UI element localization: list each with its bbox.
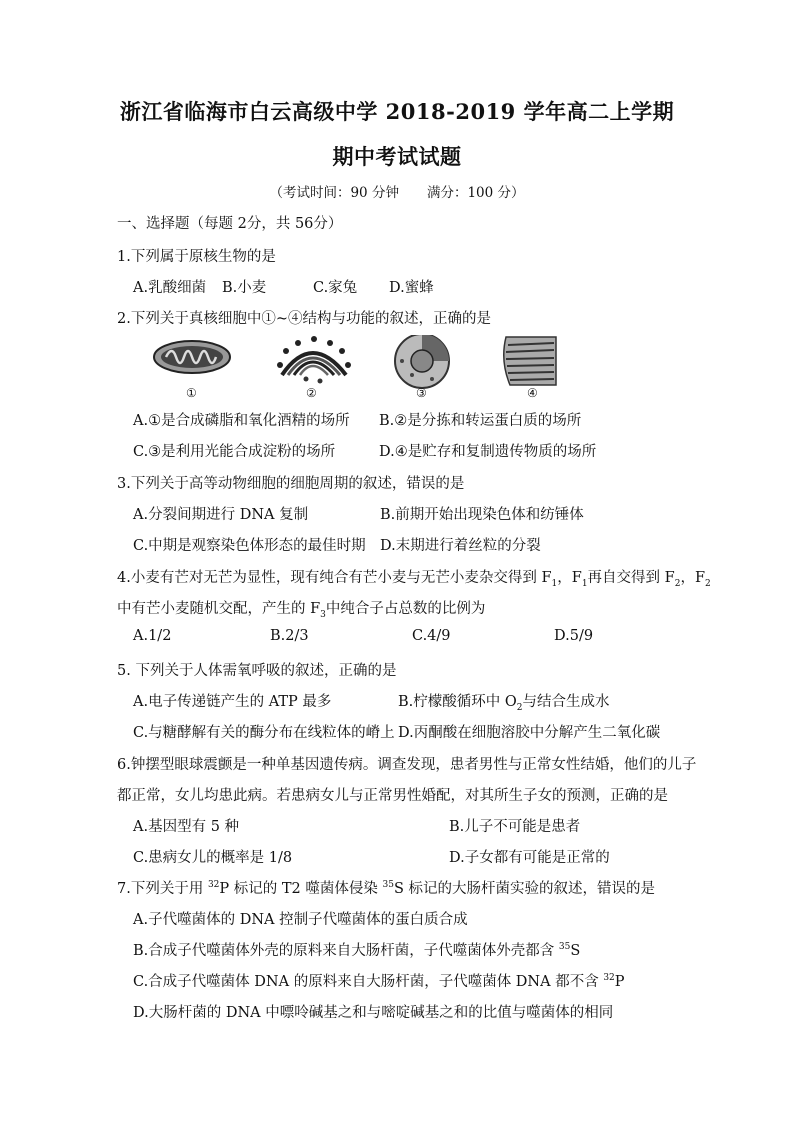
q6-option-b: B.儿子不可能是患者 bbox=[449, 819, 581, 835]
q6-option-d: D.子女都有可能是正常的 bbox=[449, 850, 610, 866]
q5-option-a: A.电子传递链产生的 ATP 最多 bbox=[133, 694, 332, 710]
figure-label-2: ② bbox=[306, 386, 317, 400]
q7-option-a: A.子代噬菌体的 DNA 控制子代噬菌体的蛋白质合成 bbox=[133, 912, 468, 928]
q1-option-c: C.家兔 bbox=[313, 280, 358, 296]
q2-option-a: A.①是合成磷脂和氧化酒精的场所 bbox=[133, 413, 350, 429]
q5-option-d: D.丙酮酸在细胞溶胶中分解产生二氧化碳 bbox=[398, 725, 661, 741]
exam-time: （考试时间：90 分钟 bbox=[269, 185, 399, 201]
golgi-image bbox=[277, 336, 351, 384]
exam-title-line2: 期中考试试题 bbox=[332, 144, 462, 169]
q7-stem: 7.下列关于用 $^{32}$P 标记的 T2 噬菌体侵染 $^{35}$S 标记的大肠杆菌实验的叙述，错误的是 bbox=[117, 880, 655, 897]
q5-option-b: B.柠檬酸循环中 $O_2$与结合生成水 bbox=[398, 694, 610, 713]
q6-stem-line1: 6.钟摆型眼球震颤是一种单基因遗传病。调查发现，患者男性与正常女性结婚，他们的儿子 bbox=[117, 757, 697, 773]
q6-stem-line2: 都正常，女儿均患此病。若患病女儿与正常男性婚配，对其所生子女的预测，正确的是 bbox=[117, 788, 668, 804]
q3-option-d: D.末期进行着丝粒的分裂 bbox=[380, 538, 541, 554]
q2-option-d: D.④是贮存和复制遗传物质的场所 bbox=[379, 444, 597, 460]
q7-option-d: D.大肠杆菌的 DNA 中嘌呤碱基之和与嘧啶碱基之和的比值与噬菌体的相同 bbox=[133, 1005, 614, 1021]
q3-option-a: A.分裂间期进行 DNA 复制 bbox=[133, 507, 309, 523]
q6-option-c: C.患病女儿的概率是 1/8 bbox=[133, 850, 293, 866]
q3-option-c: C.中期是观察染色体形态的最佳时期 bbox=[133, 538, 366, 554]
q1-option-b: B.小麦 bbox=[222, 280, 267, 296]
q7-option-b: B.合成子代噬菌体外壳的原料来自大肠杆菌，子代噬菌体外壳都含 $^{35}$S bbox=[133, 942, 581, 959]
q2-stem: 2.下列关于真核细胞中①~④结构与功能的叙述，正确的是 bbox=[117, 311, 491, 327]
q6-option-a: A.基因型有 5 种 bbox=[133, 819, 240, 835]
q5-option-c: C.与糖酵解有关的酶分布在线粒体的嵴上 bbox=[133, 725, 395, 741]
q4-stem-line2: 中有芒小麦随机交配，产生的 $F_3$中纯合子占总数的比例为 bbox=[117, 601, 486, 620]
q4-option-b: B.2/3 bbox=[270, 628, 309, 644]
q4-option-c: C.4/9 bbox=[412, 628, 451, 644]
q5-stem: 5. 下列关于人体需氧呼吸的叙述，正确的是 bbox=[117, 663, 397, 679]
q3-option-b: B.前期开始出现染色体和纺锤体 bbox=[380, 507, 584, 523]
exam-title-line1: 浙江省临海市白云高级中学 2018-2019 学年高二上学期 bbox=[119, 99, 675, 124]
full-score: 满分：100 分） bbox=[426, 185, 525, 201]
nucleus-image bbox=[395, 335, 449, 388]
q2-option-b: B.②是分拣和转运蛋白质的场所 bbox=[379, 413, 582, 429]
q4-option-a: A.1/2 bbox=[133, 628, 172, 644]
q2-option-c: C.③是利用光能合成淀粉的场所 bbox=[133, 444, 336, 460]
q4-option-d: D.5/9 bbox=[554, 628, 594, 644]
figure-label-3: ③ bbox=[416, 386, 427, 400]
q4-stem-line1: 4.小麦有芒对无芒为显性，现有纯合有芒小麦与无芒小麦杂交得到 $F_1$，$F_1$再自交得到 $F_2$，$F_2$ bbox=[117, 570, 711, 589]
q3-stem: 3.下列关于高等动物细胞的细胞周期的叙述，错误的是 bbox=[117, 476, 465, 492]
organelle-figure bbox=[150, 335, 560, 403]
exam-info bbox=[0, 181, 794, 201]
thylakoid-image bbox=[504, 337, 556, 385]
section-heading: 一、选择题（每题 2分，共 56分） bbox=[117, 216, 343, 232]
q1-option-d: D.蜜蜂 bbox=[389, 280, 434, 296]
q7-option-c: C.合成子代噬菌体 DNA 的原料来自大肠杆菌，子代噬菌体 DNA 都不含 $^{32}$P bbox=[133, 973, 625, 990]
q1-stem: 1.下列属于原核生物的是 bbox=[117, 249, 276, 265]
figure-label-1: ① bbox=[186, 386, 197, 400]
figure-label-4: ④ bbox=[527, 386, 538, 400]
mitochondrion-image bbox=[154, 341, 230, 373]
q1-option-a: A.乳酸细菌 bbox=[133, 280, 207, 296]
